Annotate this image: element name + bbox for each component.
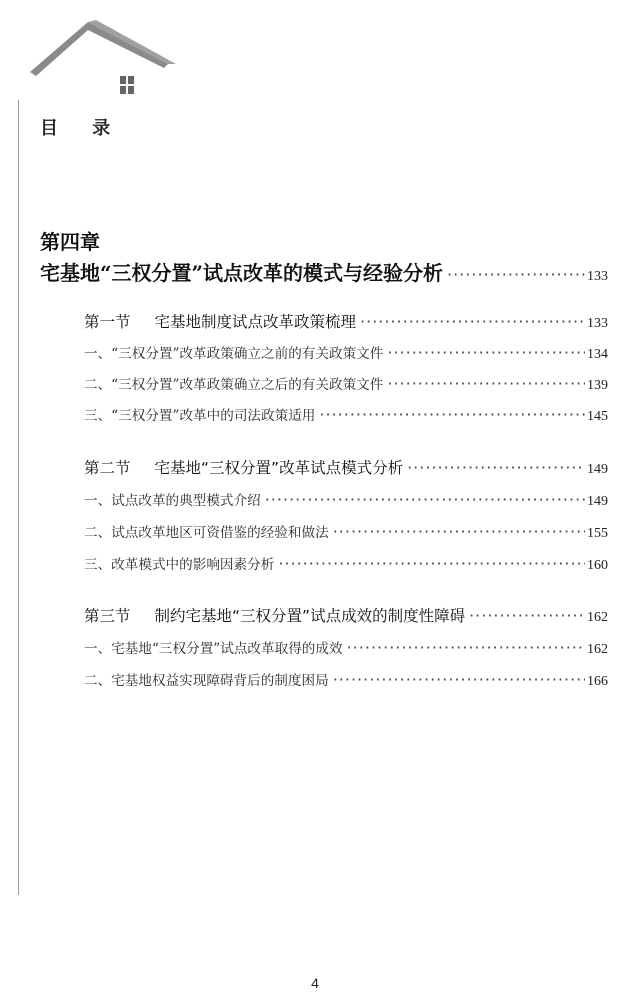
toc-entry-item[interactable] (84, 669, 608, 690)
toc-entry-item[interactable] (84, 553, 608, 574)
leader-dots (347, 638, 585, 657)
toc-entry-chapter[interactable] (40, 257, 608, 286)
toc-entry-item[interactable] (84, 404, 608, 425)
leader-dots (447, 265, 585, 284)
section-title: 宅基地“三权分置”改革试点模式分析 (154, 459, 404, 477)
item-page: 149 (587, 494, 608, 509)
item-page: 139 (587, 378, 608, 393)
chapter-title: 宅基地“三权分置”试点改革的模式与经验分析 (40, 261, 444, 285)
toc-entry-item[interactable] (84, 373, 608, 394)
item-title: 三、“三权分置”改革中的司法政策适用 (84, 408, 316, 424)
leader-dots (360, 312, 585, 331)
leader-dots (387, 374, 585, 393)
toc-entry-item[interactable] (84, 637, 608, 658)
toc-entry-item[interactable] (84, 521, 608, 542)
section-page: 133 (587, 316, 608, 331)
chapter-page: 133 (587, 269, 608, 284)
section-number: 第三节 (84, 607, 131, 625)
section-number: 第二节 (84, 459, 131, 477)
item-page: 166 (587, 674, 608, 689)
item-title: 三、改革模式中的影响因素分析 (84, 557, 275, 573)
leader-dots (319, 405, 585, 424)
toc-entry-item[interactable] (84, 489, 608, 510)
section-number: 第一节 (84, 313, 131, 331)
toc-entry-section-2[interactable] (84, 456, 608, 478)
toc-entry-section-1[interactable] (84, 310, 608, 332)
section-title: 宅基地制度试点改革政策梳理 (154, 313, 357, 331)
leader-dots (469, 606, 585, 625)
item-title: 一、试点改革的典型模式介绍 (84, 493, 261, 509)
leader-dots (333, 670, 585, 689)
toc-entry-section-3[interactable] (84, 604, 608, 626)
item-page: 162 (587, 642, 608, 657)
item-title: 二、宅基地权益实现障碍背后的制度困局 (84, 673, 329, 689)
item-title: 二、试点改革地区可资借鉴的经验和做法 (84, 525, 329, 541)
leader-dots (333, 522, 585, 541)
chapter-label: 第四章 (40, 230, 100, 254)
item-page: 145 (587, 409, 608, 424)
section-page: 162 (587, 610, 608, 625)
leader-dots (407, 458, 585, 477)
section-page: 149 (587, 462, 608, 477)
leader-dots (387, 343, 585, 362)
toc-entry-item[interactable] (84, 342, 608, 363)
item-page: 134 (587, 347, 608, 362)
section-title: 制约宅基地“三权分置”试点成效的制度性障碍 (154, 607, 466, 625)
item-title: 二、“三权分置”改革政策确立之后的有关政策文件 (84, 377, 384, 393)
item-page: 155 (587, 526, 608, 541)
item-page: 160 (587, 558, 608, 573)
toc-title: 目 录 (40, 118, 125, 139)
item-title: 一、“三权分置”改革政策确立之前的有关政策文件 (84, 346, 384, 362)
margin-rule (18, 100, 19, 895)
leader-dots (265, 490, 585, 509)
item-title: 一、宅基地“三权分置”试点改革取得的成效 (84, 641, 343, 657)
house-emblem-icon (0, 0, 200, 110)
page-number: 4 (311, 975, 319, 991)
leader-dots (278, 554, 585, 573)
